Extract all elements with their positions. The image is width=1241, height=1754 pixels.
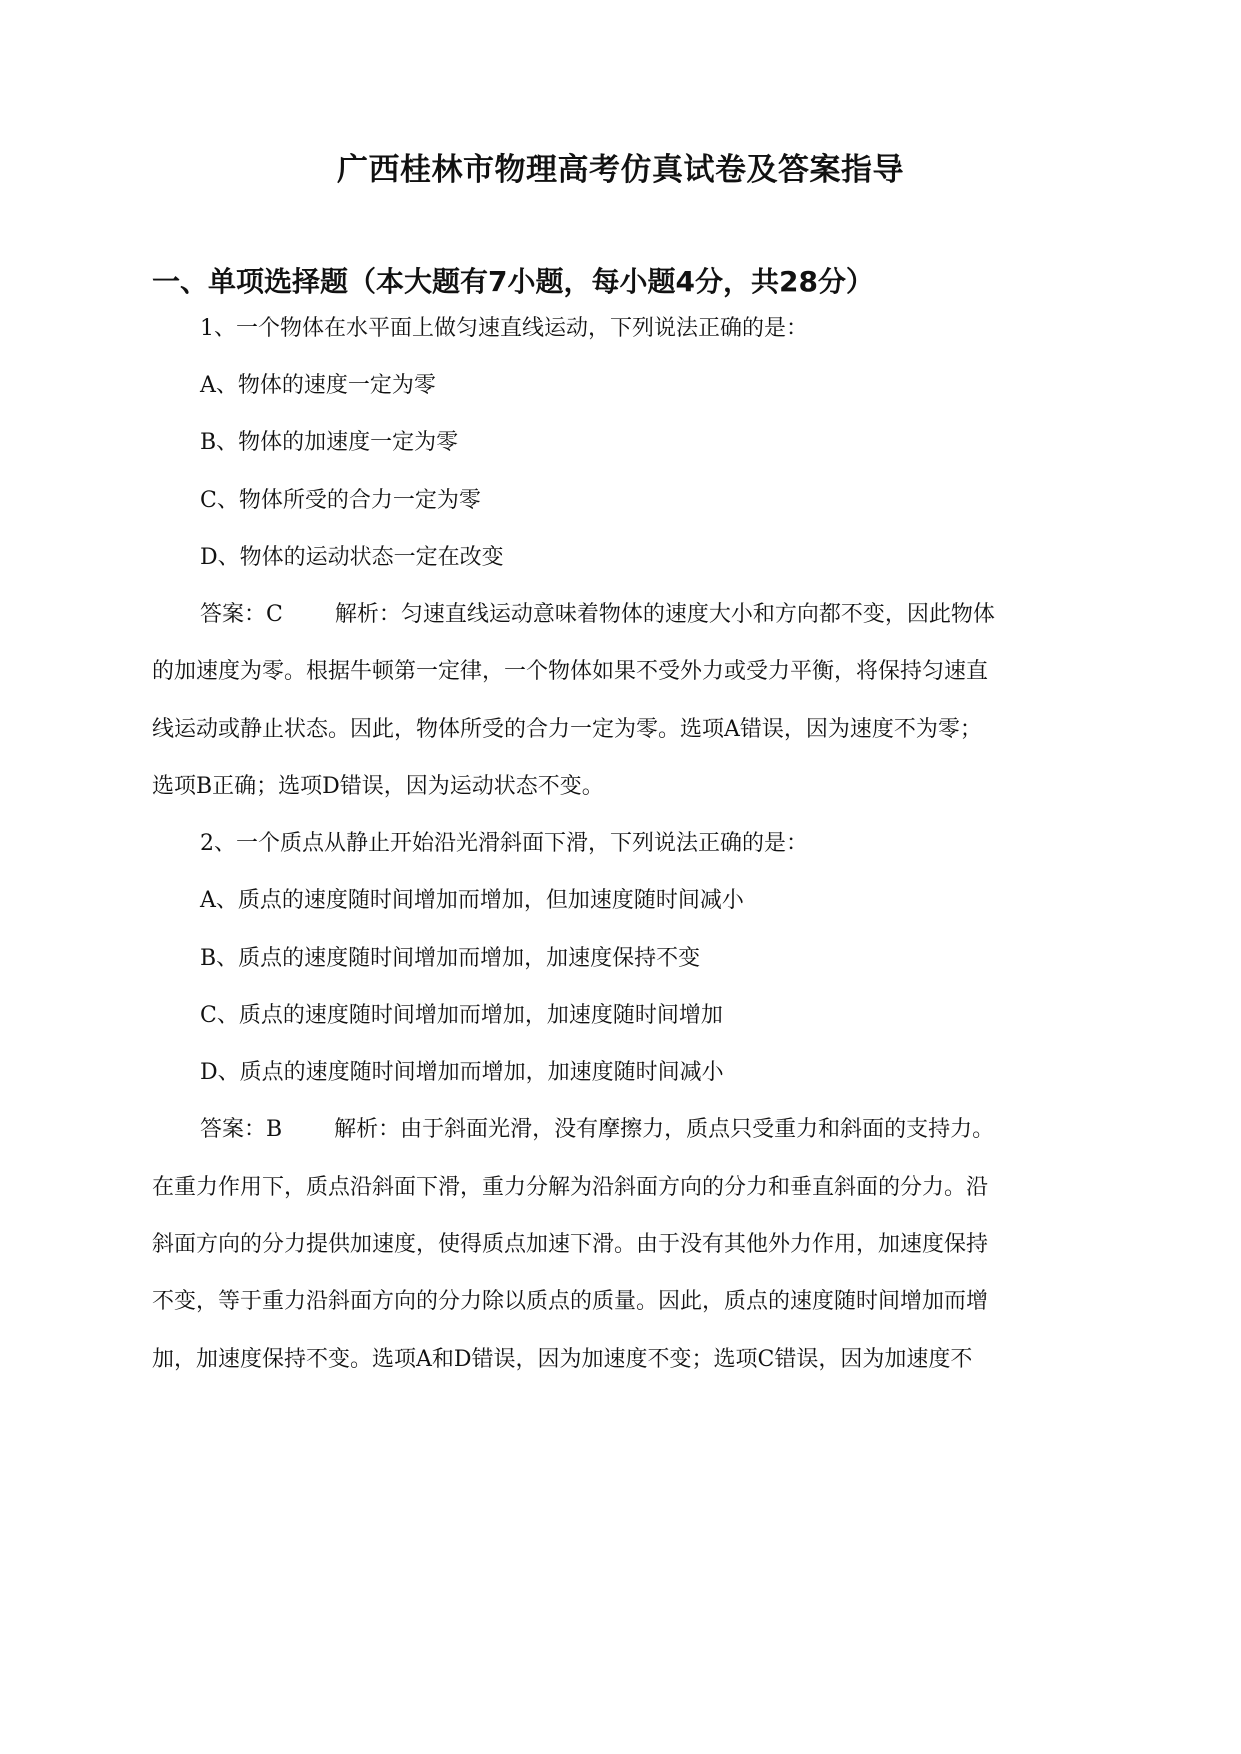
question-1-analysis-line-2: 的加速度为零。根据牛顿第一定律，一个物体如果不受外力或受力平衡，将保持匀速直 [152,659,989,684]
question-2-analysis-line-5: 加，加速度保持不变。选项A和D错误，因为加速度不变；选项C错误，因为加速度不 [152,1347,973,1372]
question-2-stem: 2、一个质点从静止开始沿光滑斜面下滑，下列说法正确的是： [200,831,808,856]
question-1-answer-line [200,598,995,632]
question-2-answer-line [200,1113,994,1147]
question-1-option-d: D、物体的运动状态一定在改变 [200,545,504,570]
document-title: 广西桂林市物理高考仿真试卷及答案指导 [337,152,904,188]
question-2-analysis-line-3: 斜面方向的分力提供加速度，使得质点加速下滑。由于没有其他外力作用，加速度保持 [152,1232,989,1257]
question-2-option-b: B、质点的速度随时间增加而增加，加速度保持不变 [200,946,701,971]
question-1-analysis-line-1: 解析：匀速直线运动意味着物体的速度大小和方向都不变，因此物体 [334,602,995,627]
question-2-analysis-line-2: 在重力作用下，质点沿斜面下滑，重力分解为沿斜面方向的分力和垂直斜面的分力。沿 [152,1175,989,1200]
question-2-option-c: C、质点的速度随时间增加而增加，加速度随时间增加 [200,1003,723,1028]
question-2-answer: 答案：B [200,1117,283,1142]
question-1-option-a: A、物体的速度一定为零 [200,373,436,398]
question-1-answer: 答案：C [200,602,283,627]
question-1-option-c: C、物体所受的合力一定为零 [200,488,481,513]
question-1-analysis-line-4: 选项B正确；选项D错误，因为运动状态不变。 [152,774,604,799]
question-1-option-b: B、物体的加速度一定为零 [200,430,459,455]
question-2-option-d: D、质点的速度随时间增加而增加，加速度随时间减小 [200,1060,724,1085]
question-2-option-a: A、质点的速度随时间增加而增加，但加速度随时间减小 [200,888,744,913]
question-2-analysis-line-4: 不变，等于重力沿斜面方向的分力除以质点的质量。因此，质点的速度随时间增加而增 [152,1289,989,1314]
question-2-analysis-line-1: 解析：由于斜面光滑，没有摩擦力，质点只受重力和斜面的支持力。 [334,1117,995,1142]
question-1-stem: 1、一个物体在水平面上做匀速直线运动，下列说法正确的是： [200,316,808,341]
question-1-analysis-line-3: 线运动或静止状态。因此，物体所受的合力一定为零。选项A错误，因为速度不为零； [152,717,982,742]
section-heading: 一、单项选择题（本大题有7小题，每小题4分，共28分） [152,265,874,298]
